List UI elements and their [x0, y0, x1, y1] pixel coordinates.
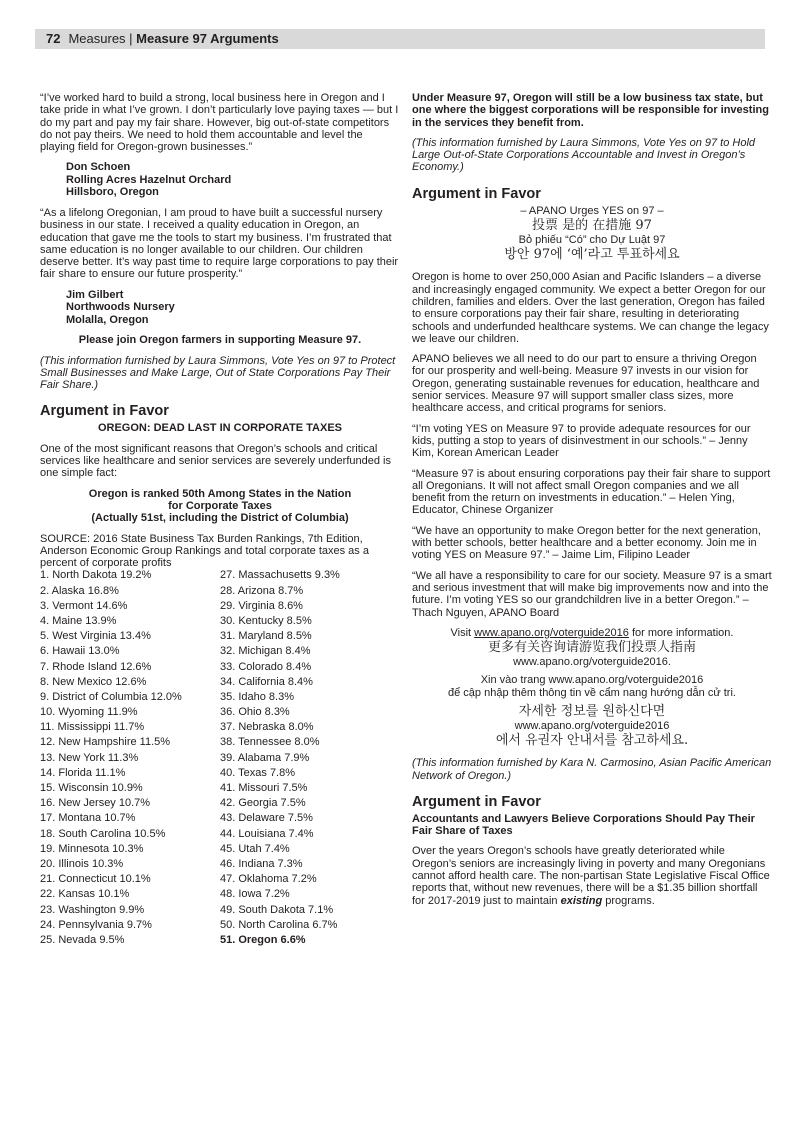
rank-cell: 51. Oregon 6.6% [220, 933, 306, 946]
vietnamese-line: Bỏ phiếu “Có” cho Dự Luật 97 [518, 234, 666, 247]
signature-line: Don Schoen [66, 161, 131, 174]
table-row [40, 828, 400, 843]
rank-cell: 41. Missouri 7.5% [220, 782, 308, 795]
rank-cell: 20. Illinois 10.3% [40, 857, 124, 870]
rank-cell: 29. Virginia 8.6% [220, 599, 303, 612]
rank-cell: 43. Delaware 7.5% [220, 812, 313, 825]
rank-cell: 42. Georgia 7.5% [220, 797, 306, 810]
rank-cell: 32. Michigan 8.4% [220, 645, 311, 658]
table-row [40, 904, 400, 919]
table-row [40, 797, 400, 812]
rank-cell: 46. Indiana 7.3% [220, 857, 303, 870]
rank-cell: 38. Tennessee 8.0% [220, 736, 320, 749]
table-row [40, 888, 400, 903]
rank-cell: 50. North Carolina 6.7% [220, 918, 338, 931]
table-row [40, 706, 400, 721]
argument-subheading: OREGON: DEAD LAST IN CORPORATE TAXES [97, 422, 343, 435]
table-row [40, 691, 400, 706]
paragraph: “We all have a responsibility to care for our society. Measure 97 is a smart and serious investment that will make big improvements now and into the future. I’m voting YES so our grandchildren live in a better Oregon.” – Thach Nguyen, APANO Board [412, 569, 772, 619]
paragraph: Oregon is home to over 250,000 Asian and Pacific Islanders – a diverse and increasingly engaged community. We expect a better Oregon for our children, families and elders. Over the last generation, Oregon has failed to ensure corporations pay their fair share, resulting in deteriorating schools and underfunded healthcare systems. We can change the legacy we leave our children. [412, 271, 769, 345]
table-row [40, 721, 400, 736]
tax-ranking-table [40, 569, 400, 949]
signature-line: Molalla, Oregon [66, 313, 149, 326]
page-header [35, 29, 765, 49]
rank-cell: 45. Utah 7.4% [220, 842, 290, 855]
signature-line: Jim Gilbert [66, 288, 124, 301]
quote-gilbert: “As a lifelong Oregonian, I am proud to have built a successful nursery business in our state. I received a quality education in Oregon, an education that gave me the tools to start my business. I’m frustrated that same education is no longer available to our children. Our children deserve better. It’s way past time to require large corporations to pay their fair share to ensure our future prosperity.” [40, 206, 399, 281]
rank-cell: 40. Texas 7.8% [220, 766, 296, 779]
rank-cell: 49. South Dakota 7.1% [220, 903, 334, 916]
rank-cell: 27. Massachusetts 9.3% [220, 569, 340, 582]
rank-cell: 31. Maryland 8.5% [220, 630, 312, 643]
table-row [40, 843, 400, 858]
right-column [412, 92, 772, 915]
paragraph [412, 845, 772, 906]
emphasis: existing [560, 894, 603, 907]
rank-cell: 47. Oklahoma 7.2% [220, 873, 317, 886]
vietnamese-line: để cập nhập thêm thông tin về cẩm nang hướng dẫn cử tri. [448, 686, 736, 699]
argument-subheading: Accountants and Lawyers Believe Corporations Should Pay Their Fair Share of Taxes [412, 812, 755, 838]
rank-cell: 15. Wisconsin 10.9% [40, 782, 143, 795]
rank-cell: 34. California 8.4% [220, 675, 313, 688]
under-measure-statement: Under Measure 97, Oregon will still be a low business tax state, but one where the biggest corporations will be responsible for investing in the services they benefit from. [412, 92, 769, 129]
table-row [40, 569, 400, 584]
rank-cell: 11. Mississippi 11.7% [40, 721, 145, 734]
rank-cell: 5. West Virginia 13.4% [40, 630, 151, 643]
rank-cell: 10. Wyoming 11.9% [40, 706, 138, 719]
page-number: 72 [46, 31, 61, 46]
table-row [40, 630, 400, 645]
rank-cell: 8. New Mexico 12.6% [40, 675, 147, 688]
table-row [40, 752, 400, 767]
table-row [40, 873, 400, 888]
argument-heading: Argument in Favor [40, 403, 169, 420]
chinese-line: 更多有关咨询请游览我们投票人指南 [487, 640, 696, 656]
rank-cell: 39. Alabama 7.9% [220, 751, 310, 764]
rank-cell: 21. Connecticut 10.1% [40, 873, 151, 886]
rank-cell: 2. Alaska 16.8% [40, 584, 119, 597]
table-row [40, 782, 400, 797]
table-row [40, 600, 400, 615]
table-row [40, 736, 400, 751]
korean-line: 방안 97에 ‘예’라고 투표하세요 [504, 247, 680, 263]
paragraph: “Measure 97 is about ensuring corporations pay their fair share to support all Oregonians. It will not affect small Oregon companies and we all benefit from the return on investments in education.” – Helen Ying, Educator, Chinese Organizer [412, 467, 771, 517]
url-line: www.apano.org/voterguide2016 [514, 719, 670, 732]
rank-cell: 16. New Jersey 10.7% [40, 797, 151, 810]
rank-cell: 22. Kansas 10.1% [40, 888, 130, 901]
visit-post: for more information. [628, 626, 734, 639]
rank-cell: 30. Kentucky 8.5% [220, 614, 312, 627]
rank-cell: 1. North Dakota 19.2% [40, 569, 152, 582]
furnished-note: (This information furnished by Kara N. Carmosino, Asian Pacific American Network of Oregon.) [412, 757, 772, 782]
ranking-line: (Actually 51st, including the District of Columbia) [91, 512, 349, 525]
rank-cell: 37. Nebraska 8.0% [220, 721, 314, 734]
argument-heading: Argument in Favor [412, 185, 541, 202]
table-row [40, 812, 400, 827]
rank-cell: 48. Iowa 7.2% [220, 888, 290, 901]
signature-line: Northwoods Nursery [66, 301, 175, 314]
paragraph: “We have an opportunity to make Oregon better for the next generation, with better schools, better healthcare and a better economy. Join me in voting YES on Measure 97.” – Jaime Lim, Filipino Leader [412, 524, 761, 562]
table-row [40, 919, 400, 934]
rank-cell: 4. Maine 13.9% [40, 614, 117, 627]
furnished-note: (This information furnished by Laura Simmons, Vote Yes on 97 to Hold Large Out-of-State Corporations Accountable and Invest in Oregon’s Economy.) [412, 136, 756, 174]
ranking-callout [40, 488, 400, 525]
argument-heading: Argument in Favor [412, 793, 541, 810]
quote-schoen: “I’ve worked hard to build a strong, local business here in Oregon and I take pride in what I’ve grown. I don’t particularly love paying taxes — but I do my part and pay my fair share. However, big out-of-state competitors do not pay theirs. We need to hold them accountable and level the playing field for Oregon-grown businesses.” [40, 92, 399, 154]
rank-cell: 7. Rhode Island 12.6% [40, 660, 152, 673]
signature-line: Rolling Acres Hazelnut Orchard [66, 173, 232, 186]
left-column [40, 92, 400, 949]
rank-cell: 23. Washington 9.9% [40, 903, 145, 916]
url-line: www.apano.org/voterguide2016. [513, 656, 671, 669]
signature-gilbert [66, 289, 400, 327]
paragraph-text: Over the years Oregon’s schools have greatly deteriorated while Oregon’s seniors are increasingly living in poverty and many Oregonians cannot afford health care. The non-partisan State Legislative Fiscal Office reports that, without new revenues, there will be a $1.35 billion shortfall for 2017-2019 just to maintain [412, 845, 770, 907]
source-note: SOURCE: 2016 State Business Tax Burden Rankings, 7th Edition, Anderson Economic Group Rankings and total corporate taxes as a percent of corporate profits [40, 532, 369, 570]
intro-paragraph: One of the most significant reasons that Oregon’s schools and critical services like healthcare and senior services are severely underfunded is one simple fact: [40, 442, 391, 480]
rank-cell: 33. Colorado 8.4% [220, 660, 312, 673]
table-row [40, 615, 400, 630]
rank-cell: 14. Florida 11.1% [40, 766, 126, 779]
apano-link[interactable]: www.apano.org/voterguide2016 [474, 626, 629, 639]
table-row [40, 767, 400, 782]
visit-pre: Visit [450, 626, 475, 639]
signature-schoen [66, 161, 400, 199]
paragraph-text: programs. [602, 894, 655, 907]
vietnamese-line: Xin vào trang www.apano.org/voterguide2016 [480, 674, 704, 687]
rank-cell: 24. Pennsylvania 9.7% [40, 918, 152, 931]
korean-line: 자세한 정보를 원하신다면 [518, 703, 666, 719]
chinese-line: 投票 是的 在措施 97 [532, 218, 652, 234]
table-row [40, 934, 400, 949]
ranking-line: Oregon is ranked 50th Among States in the Nation [88, 487, 352, 500]
apano-banner [412, 205, 772, 264]
rank-cell: 12. New Hampshire 11.5% [40, 736, 171, 749]
rank-cell: 25. Nevada 9.5% [40, 933, 125, 946]
paragraph: APANO believes we all need to do our part to ensure a thriving Oregon for our prosperity and well-being. Measure 97 invests in our vision for Oregon, generating sustainable revenues for education, healthcare and senior services. Measure 97 will support smaller class sizes, more healthcare access, and critical programs for seniors. [412, 353, 760, 415]
rank-cell: 44. Louisiana 7.4% [220, 827, 314, 840]
page-title: Measure 97 Arguments [136, 31, 279, 46]
table-row [40, 645, 400, 660]
rank-cell: 19. Minnesota 10.3% [40, 842, 144, 855]
visit-block [412, 627, 772, 749]
furnished-note: (This information furnished by Laura Simmons, Vote Yes on 97 to Protect Small Businesses and Make Large, Out of State Corporations Pay Their Fair Share.) [40, 354, 396, 392]
korean-line: 에서 유권자 안내서를 참고하세요. [495, 733, 689, 749]
section-label: Measures | [68, 31, 133, 46]
signature-line: Hillsboro, Oregon [66, 186, 159, 199]
rank-cell: 6. Hawaii 13.0% [40, 645, 120, 658]
table-row [40, 676, 400, 691]
table-row [40, 661, 400, 676]
paragraph: “I’m voting YES on Measure 97 to provide adequate resources for our kids, putting a stop to years of disinvestment in our schools.” – Jenny Kim, Korean American Leader [412, 422, 751, 460]
ranking-line: for Corporate Taxes [168, 499, 272, 512]
visit-line [412, 627, 772, 639]
table-row [40, 858, 400, 873]
join-callout: Please join Oregon farmers in supporting Measure 97. [78, 334, 362, 347]
rank-cell: 13. New York 11.3% [40, 751, 139, 764]
rank-cell: 17. Montana 10.7% [40, 812, 136, 825]
table-row [40, 585, 400, 600]
rank-cell: 28. Arizona 8.7% [220, 584, 304, 597]
apano-title: – APANO Urges YES on 97 – [520, 204, 664, 217]
rank-cell: 3. Vermont 14.6% [40, 599, 128, 612]
rank-cell: 9. District of Columbia 12.0% [40, 690, 182, 703]
rank-cell: 18. South Carolina 10.5% [40, 827, 166, 840]
rank-cell: 35. Idaho 8.3% [220, 690, 295, 703]
rank-cell: 36. Ohio 8.3% [220, 706, 290, 719]
